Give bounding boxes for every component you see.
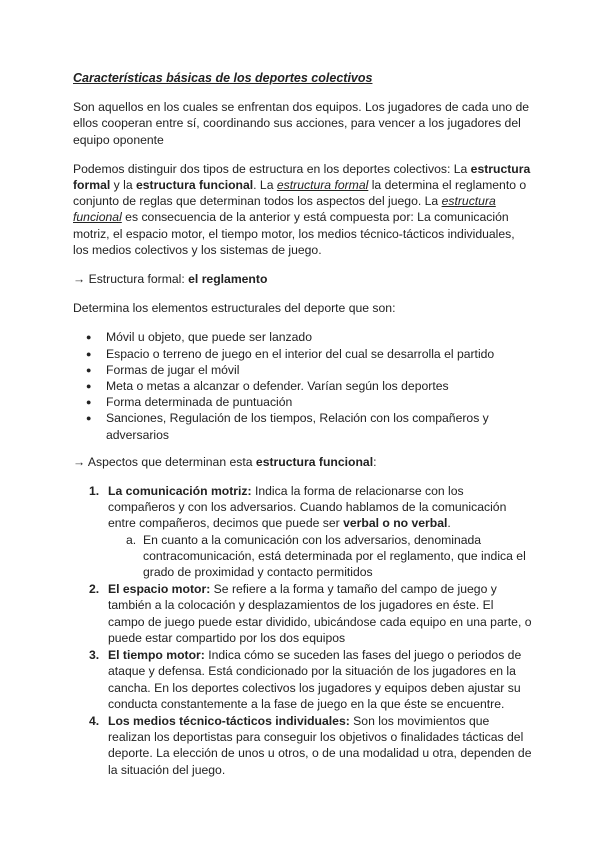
aspects-list [73,483,533,778]
list-item: ● Sanciones, Regulación de los tiempos, Relación con los compañeros y adversarios [73,410,533,442]
text-run: y la [110,178,136,193]
item-number: 2. [89,582,100,597]
document-title: Características básicas de los deportes colectivos [73,71,373,85]
list-item: ● Móvil u objeto, que puede ser lanzado [73,329,533,345]
heading-bold: el reglamento [188,272,268,287]
intro-paragraph: Son aquellos en los cuales se enfrentan dos equipos. Los jugadores de cada uno de ellos cooperan entre sí, coordinando sus acciones, para vencer a los jugadores del equipo oponente [73,100,530,147]
heading-prefix: → Aspectos que determinan esta [73,454,256,469]
structure-paragraph [73,161,533,258]
list-item: ● Formas de jugar el móvil [73,362,533,378]
item-text: Indica la forma de relacionarse con los compañeros y con los adversarios. Cuando hablamos de la comunicación entre compañeros, decimos que puede ser [108,484,507,531]
functional-structure-heading [73,454,533,470]
item-title: Los medios técnico-tácticos individuales: [108,713,350,728]
sub-list [108,532,533,581]
bold-term: estructura formal [73,161,531,193]
sub-item-text: En cuanto a la comunicación con los adversarios, denominada contracomunicación, está determinada por el reglamento, que indica el grado de proximidad y contacto permitidos [143,532,526,580]
item-title: El tiempo motor: [108,648,205,663]
item-bold-text: verbal o no verbal [343,516,448,531]
list-item: ● Meta o metas a alcanzar o defender. Varían según los deportes [73,378,533,394]
elements-intro: Determina los elementos estructurales del deporte que son: [73,301,396,316]
sub-item-number: a. [126,532,137,547]
item-text: Se refiere a la forma y tamaño del campo de juego y también a la colocación y desplazamientos de los jugadores en éste. El campo de juego puede estar dividido, ubicándose cada equipo en una parte, o puede estar compartido por los dos equipos [108,582,532,645]
list-item [73,713,533,778]
list-item: ● Espacio o terreno de juego en el interior del cual se desarrolla el partido [73,346,533,362]
bold-term: estructura funcional [136,178,254,193]
structure-formal-link[interactable]: estructura formal [276,178,369,193]
list-item [73,647,533,712]
item-text: Indica cómo se suceden las fases del juego o periodos de ataque y defensa. Está condicionado por la situación de los jugadores en la cancha. En los deportes colectivos los jugadores y equipos deben ajustar su conducta constantemente a la fase de juego en la que éste se encuentre. [108,648,522,711]
sub-list-item [108,532,533,581]
list-item: ● Forma determinada de puntuación [73,394,533,410]
item-title: La comunicación motriz: [108,484,252,499]
formal-structure-heading [73,271,533,287]
structure-functional-link[interactable]: estructura funcional [73,194,496,225]
text-run: la determina el reglamento o conjunto de reglas que determinan todos los aspectos del juego. La [73,178,527,209]
document-page [73,70,533,779]
item-number: 4. [89,713,100,728]
item-text: . [447,516,451,531]
heading-suffix: : [373,454,377,469]
item-number: 1. [89,484,100,499]
heading-prefix: → Estructura formal: [73,272,189,287]
item-number: 3. [89,648,100,663]
item-text: Son los movimientos que realizan los deportistas para conseguir los objetivos o finalidades tácticas del deporte. La elección de unos u otros, o de una modalidad u otra, dependen de la situación del juego. [108,713,532,777]
elements-list [73,329,533,442]
text-run: Podemos distinguir dos tipos de estructura en los deportes colectivos: La [73,161,471,176]
text-run: es consecuencia de la anterior y está compuesta por: La comunicación motriz, el espacio motor, el tiempo motor, los medios técnico-tácticos individuales, los medios colectivos y los sistemas de juego. [73,210,515,257]
list-item [73,581,533,646]
item-title: El espacio motor: [108,582,211,597]
list-item [73,483,533,580]
text-run: . La [253,178,277,193]
heading-bold: estructura funcional [255,454,374,469]
